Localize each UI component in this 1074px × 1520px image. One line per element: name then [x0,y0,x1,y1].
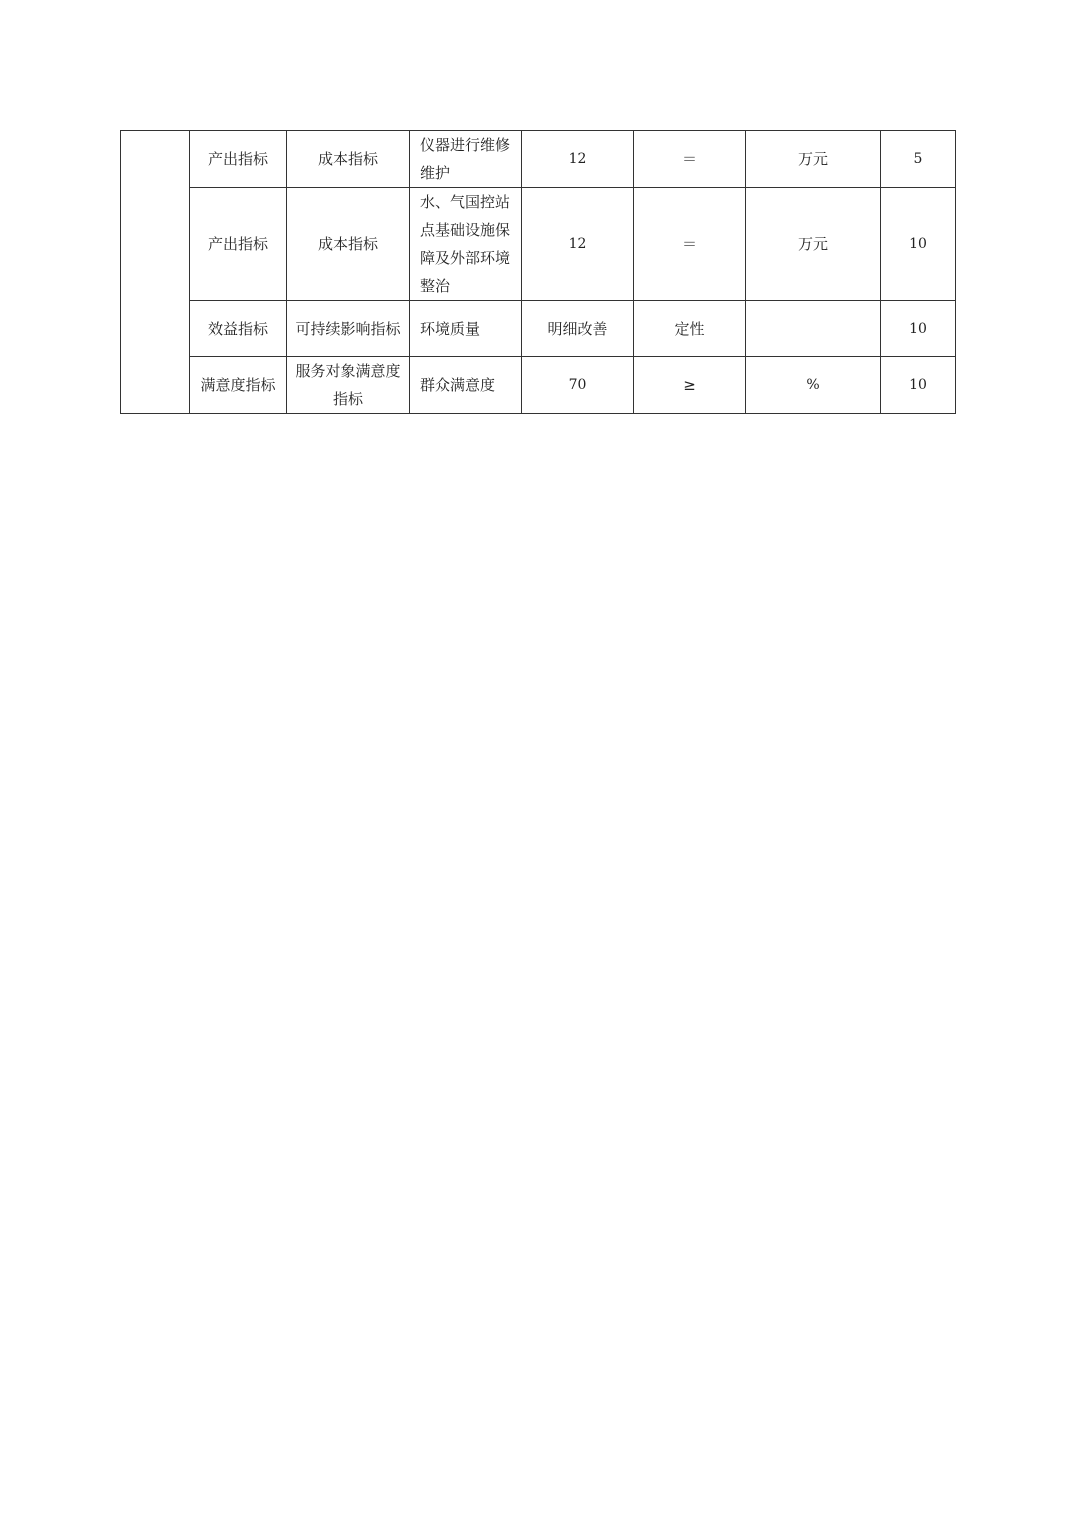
level3-indicator-cell: 群众满意度 [410,357,522,414]
level2-indicator-cell: 成本指标 [287,188,410,301]
table-row [121,301,956,357]
performance-indicator-table [120,130,956,414]
level1-indicator-cell: 满意度指标 [190,357,287,414]
merged-category-cell [121,131,190,414]
target-value-cell: 12 [522,131,634,188]
unit-cell: 万元 [746,131,881,188]
weight-cell: 5 [881,131,956,188]
level3-indicator-cell: 仪器进行维修维护 [410,131,522,188]
level1-indicator-cell: 产出指标 [190,131,287,188]
operator-cell: ＝ [634,131,746,188]
level1-indicator-cell: 效益指标 [190,301,287,357]
target-value-cell: 70 [522,357,634,414]
weight-cell: 10 [881,357,956,414]
weight-cell: 10 [881,188,956,301]
target-value-cell: 明细改善 [522,301,634,357]
operator-cell: 定性 [634,301,746,357]
unit-cell [746,301,881,357]
level1-indicator-cell: 产出指标 [190,188,287,301]
table-row [121,357,956,414]
operator-cell: ＝ [634,188,746,301]
target-value-cell: 12 [522,188,634,301]
table-row [121,131,956,188]
level2-indicator-cell: 服务对象满意度指标 [287,357,410,414]
level3-indicator-cell: 环境质量 [410,301,522,357]
table-row [121,188,956,301]
level2-indicator-cell: 可持续影响指标 [287,301,410,357]
unit-cell: 万元 [746,188,881,301]
operator-cell: ≥ [634,357,746,414]
level2-indicator-cell: 成本指标 [287,131,410,188]
weight-cell: 10 [881,301,956,357]
level3-indicator-cell: 水、气国控站点基础设施保障及外部环境整治 [410,188,522,301]
unit-cell: % [746,357,881,414]
